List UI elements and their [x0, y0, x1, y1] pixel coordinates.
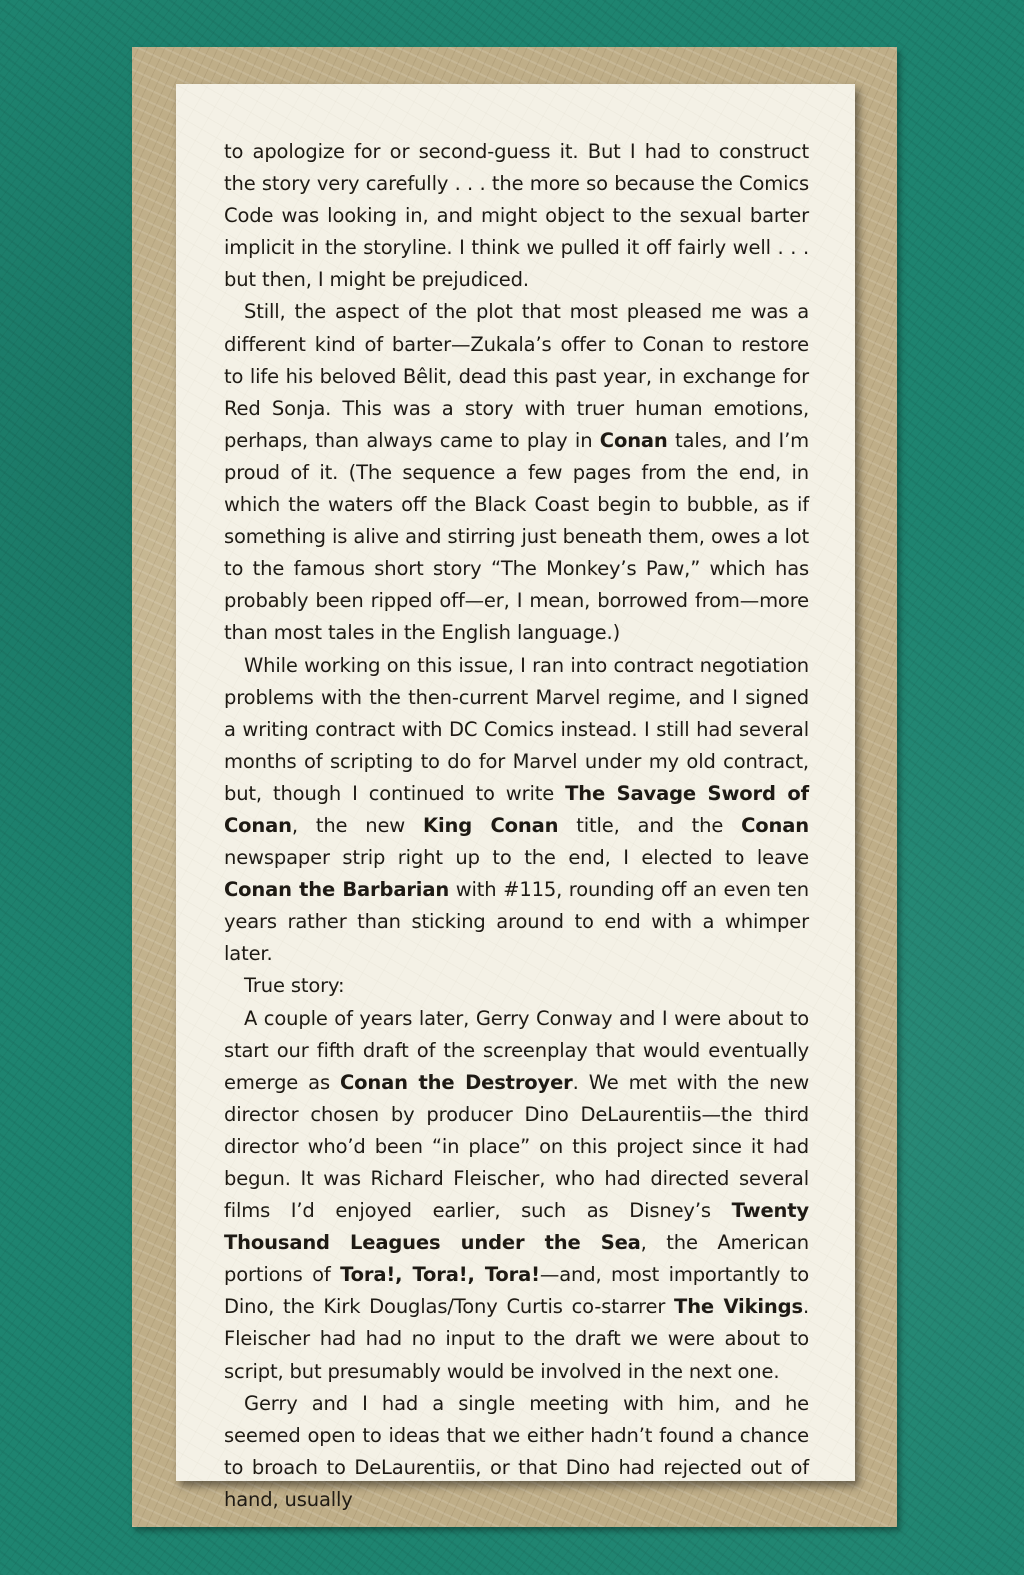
text-run: Still, the aspect of the plot that most pleased me was a different kind of barter—Zukala’s offer to Conan to restore to life his beloved Bêlit, dead this past year, in exchange for Red Sonja. This was a story with truer human emotions, perhaps, than always came to play in: [224, 300, 809, 452]
text-run: While working on this issue, I ran into contract negotiation problems with the then-current Marvel regime, and I signed a writing contract with DC Comics instead. I still had several months of scripting to do for Marvel under my old contract, but, though I continued to write: [224, 653, 809, 805]
article-paragraph: [224, 650, 809, 971]
text-run: , the American portions of: [224, 1231, 809, 1287]
text-run: . Fleischer had had no input to the draft we were about to script, but presumably would be involved in the next one.: [224, 1295, 809, 1383]
text-run: . We met with the new director chosen by producer Dino DeLaurentiis—the third director who’d been “in place” on this project since it had begun. It was Richard Fleischer, who had directed several films I’d enjoyed earlier, such as Disney’s: [224, 1070, 809, 1223]
article-paragraph: [224, 296, 809, 649]
bold-title: The Vikings: [674, 1295, 803, 1319]
bold-title: Conan: [599, 428, 668, 452]
article-text: [224, 136, 809, 1516]
article-paragraph: [224, 1003, 809, 1388]
bold-title: Conan: [741, 813, 809, 837]
text-run: —and, most importantly to Dino, the Kirk Douglas/Tony Curtis co-starrer: [224, 1263, 809, 1319]
text-run: to apologize for or second-guess it. But I had to construct the story very carefully . . . the more so because the Comics Code was looking in, and might object to the sexual barter implicit in the storyline. I think we pulled it off fairly well . . . but then, I might be prejudiced.: [224, 140, 809, 292]
bold-title: Tora!, Tora!, Tora!: [340, 1263, 540, 1287]
text-run: title, and the: [558, 813, 742, 837]
text-run: Gerry and I had a single meeting with him, and he seemed open to ideas that we either hadn’t found a chance to broach to DeLaurentiis, or that Dino had rejected out of hand, usually: [224, 1391, 809, 1511]
text-run: with #115, rounding off an even ten years rather than sticking around to end with a whimper later.: [224, 878, 809, 966]
text-page: [176, 84, 855, 1511]
article-paragraph: [224, 1388, 809, 1516]
bold-title: The Savage Sword of Conan: [224, 781, 809, 837]
text-run: tales, and I’m proud of it. (The sequence a few pages from the end, in which the waters off the Black Coast begin to bubble, as if something is alive and stirring just beneath them, owes a lot to the famous short story “The Monkey’s Paw,” which has probably been ripped off—er, I mean, borrowed from—more than most tales in the English language.): [224, 428, 809, 645]
text-run: A couple of years later, Gerry Conway and I were about to start our fifth draft of the screenplay that would eventually emerge as: [224, 1006, 809, 1094]
text-run: newspaper strip right up to the end, I elected to leave: [224, 846, 809, 870]
bold-title: Conan the Destroyer: [340, 1070, 573, 1094]
text-run: True story:: [244, 974, 345, 998]
text-run: , the new: [291, 813, 423, 837]
bold-title: Twenty Thousand Leagues under the Sea: [224, 1199, 809, 1255]
bold-title: King Conan: [422, 813, 559, 837]
article-paragraph: [224, 970, 809, 1002]
article-paragraph: [224, 136, 809, 296]
bold-title: Conan the Barbarian: [224, 878, 450, 902]
